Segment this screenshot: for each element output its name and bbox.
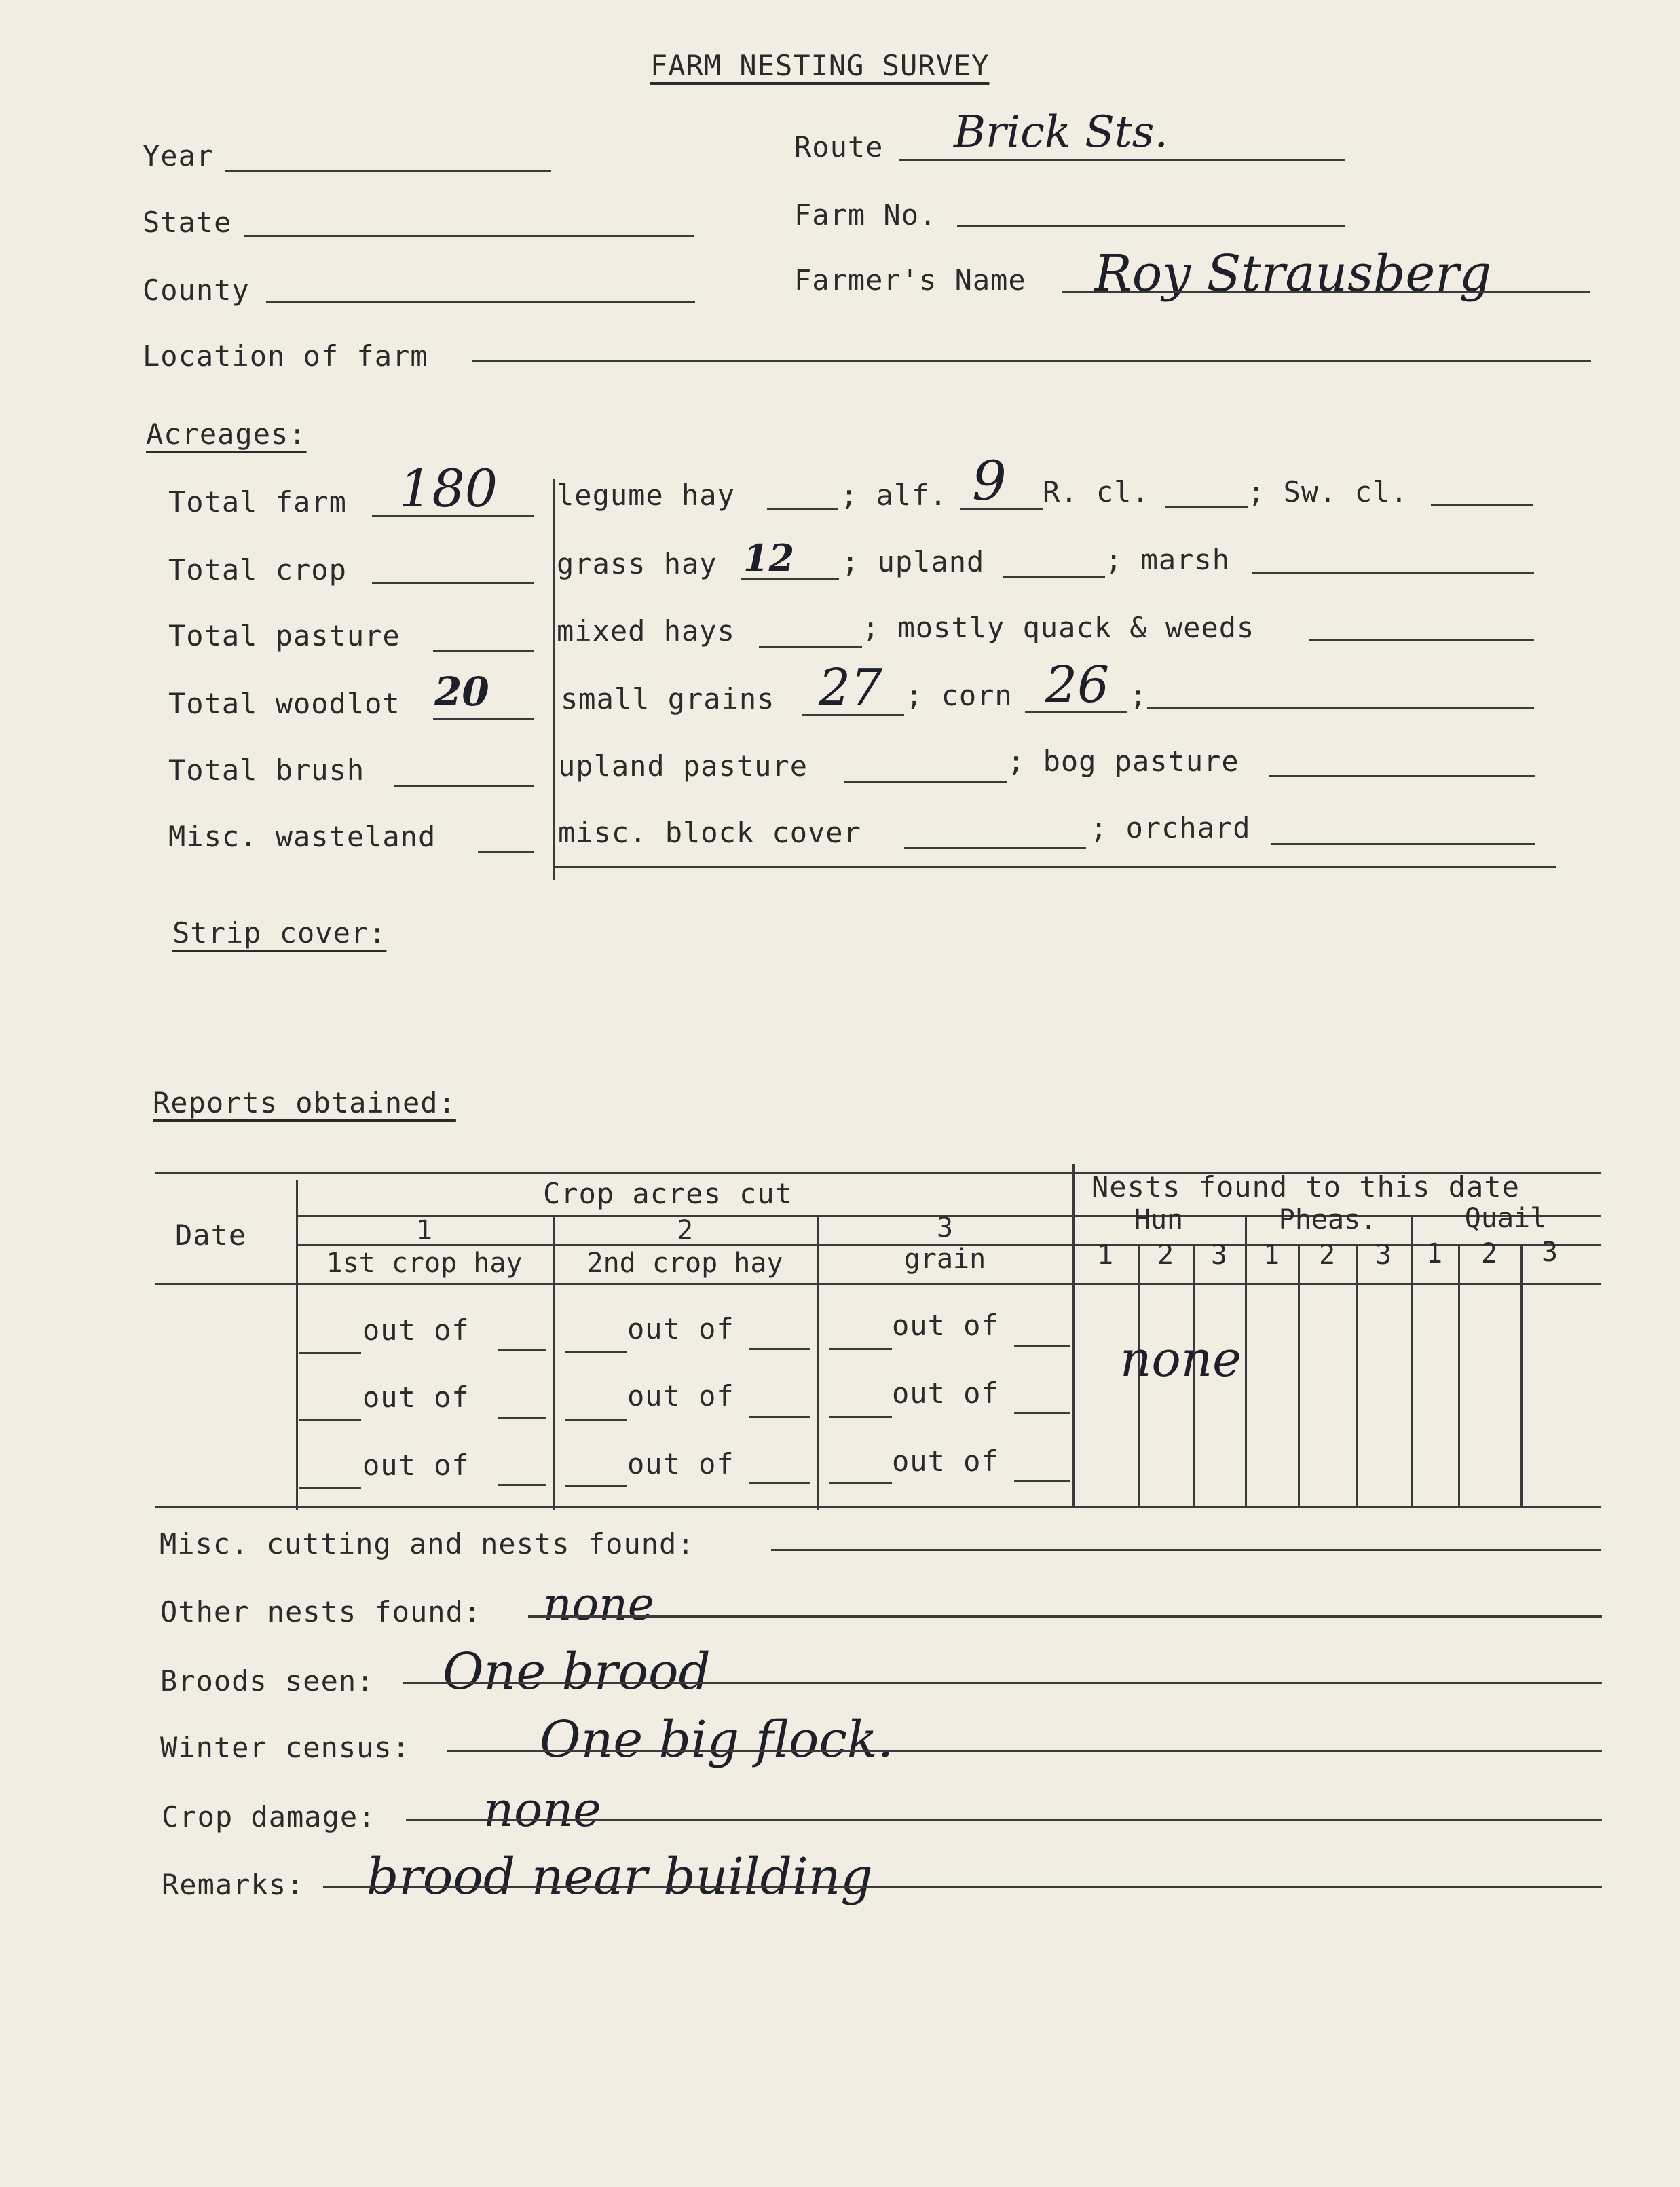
table-vline-n9 bbox=[1520, 1244, 1523, 1506]
hun-1: 1 bbox=[1096, 1239, 1114, 1271]
col2-name: 2nd crop hay bbox=[586, 1248, 783, 1279]
row2-col2-cut[interactable] bbox=[565, 1419, 627, 1421]
bog-pasture-field[interactable] bbox=[1269, 775, 1535, 777]
misc-block-field[interactable] bbox=[904, 847, 1086, 849]
total-farm-label: Total farm bbox=[168, 485, 347, 519]
row2-col2-total[interactable] bbox=[749, 1416, 810, 1418]
strip-cover-label: Strip cover: bbox=[172, 916, 387, 950]
row3-col3-outof: out of bbox=[892, 1444, 999, 1478]
row2-col3-outof: out of bbox=[892, 1377, 999, 1410]
row3-col2-total[interactable] bbox=[749, 1482, 810, 1484]
quack-label: ; mostly quack & weeds bbox=[862, 611, 1255, 644]
row2-col2-outof: out of bbox=[627, 1379, 734, 1413]
col3-number: 3 bbox=[936, 1212, 954, 1244]
quail-3: 3 bbox=[1541, 1237, 1558, 1268]
row3-col3-total[interactable] bbox=[1014, 1480, 1070, 1482]
upland-field[interactable] bbox=[1003, 576, 1105, 578]
sw-cl-label: ; Sw. cl. bbox=[1248, 475, 1408, 508]
table-vline-n5 bbox=[1298, 1244, 1300, 1506]
orchard-field[interactable] bbox=[1271, 843, 1535, 845]
quail-header: Quail bbox=[1464, 1203, 1547, 1234]
corn-extra-field[interactable] bbox=[1147, 707, 1534, 709]
county-field[interactable] bbox=[266, 301, 695, 303]
row2-col1-outof: out of bbox=[362, 1381, 470, 1414]
col3-name: grain bbox=[903, 1244, 986, 1275]
upland-label: ; upland bbox=[842, 545, 985, 578]
nests-value: none bbox=[1120, 1330, 1242, 1387]
total-brush-label: Total brush bbox=[168, 753, 365, 787]
state-field[interactable] bbox=[244, 235, 694, 237]
row2-col1-total[interactable] bbox=[498, 1417, 546, 1419]
row1-col2-outof: out of bbox=[627, 1312, 734, 1345]
r-cl-label: R. cl. bbox=[1043, 475, 1150, 508]
row2-col3-total[interactable] bbox=[1014, 1412, 1070, 1414]
col2-number: 2 bbox=[676, 1215, 694, 1246]
row3-col2-outof: out of bbox=[627, 1447, 734, 1480]
legume-hay-label: legume hay bbox=[557, 479, 735, 512]
acreage-bottom-rule bbox=[553, 866, 1556, 868]
hun-2: 2 bbox=[1157, 1239, 1174, 1271]
total-crop-label: Total crop bbox=[168, 553, 347, 586]
sw-cl-field[interactable] bbox=[1431, 504, 1533, 506]
row1-col1-outof: out of bbox=[362, 1313, 470, 1347]
mixed-hays-field[interactable] bbox=[759, 646, 862, 648]
hun-3: 3 bbox=[1210, 1239, 1228, 1271]
row1-col1-cut[interactable] bbox=[299, 1352, 361, 1354]
quack-field[interactable] bbox=[1309, 639, 1534, 641]
col1-number: 1 bbox=[415, 1215, 433, 1246]
total-woodlot-value: 20 bbox=[434, 669, 489, 715]
corn-value: 26 bbox=[1045, 656, 1110, 714]
row3-col1-outof: out of bbox=[362, 1448, 470, 1482]
row3-col3-cut[interactable] bbox=[829, 1482, 892, 1484]
misc-block-label: misc. block cover bbox=[558, 816, 861, 849]
upland-pasture-label: upland pasture bbox=[558, 749, 808, 783]
marsh-label: ; marsh bbox=[1105, 543, 1231, 576]
other-nests-value: none bbox=[543, 1578, 654, 1630]
farmers-name-label: Farmer's Name bbox=[794, 263, 1026, 297]
other-nests-field[interactable] bbox=[528, 1615, 1602, 1618]
location-field[interactable] bbox=[472, 360, 1591, 362]
pheas-1: 1 bbox=[1263, 1239, 1280, 1271]
row1-col1-total[interactable] bbox=[498, 1349, 546, 1351]
broods-field[interactable] bbox=[403, 1682, 1602, 1684]
date-header: Date bbox=[175, 1218, 247, 1252]
pheas-3: 3 bbox=[1375, 1239, 1392, 1271]
legume-hay-field[interactable] bbox=[767, 508, 838, 510]
crop-damage-value: none bbox=[483, 1782, 601, 1837]
row1-col2-cut[interactable] bbox=[565, 1351, 627, 1353]
col1-name: 1st crop hay bbox=[326, 1248, 523, 1279]
alf-field[interactable] bbox=[960, 508, 1043, 510]
row3-col1-total[interactable] bbox=[498, 1484, 546, 1486]
total-farm-value: 180 bbox=[399, 458, 498, 519]
table-vline-n8 bbox=[1458, 1244, 1460, 1506]
corn-label: ; corn bbox=[906, 679, 1013, 712]
total-brush-field[interactable] bbox=[394, 785, 534, 787]
other-nests-label: Other nests found: bbox=[160, 1595, 482, 1628]
total-pasture-label: Total pasture bbox=[168, 619, 400, 652]
year-label: Year bbox=[143, 139, 214, 172]
alf-value: 9 bbox=[972, 449, 1007, 512]
farm-no-field[interactable] bbox=[957, 225, 1345, 227]
corn-field[interactable] bbox=[1025, 711, 1127, 713]
broods-label: Broods seen: bbox=[160, 1664, 375, 1698]
table-bottom-rule bbox=[155, 1506, 1601, 1508]
pheas-2: 2 bbox=[1318, 1239, 1336, 1271]
location-label: Location of farm bbox=[143, 339, 428, 373]
r-cl-field[interactable] bbox=[1165, 506, 1248, 508]
farmers-name-value: Roy Strausberg bbox=[1094, 244, 1492, 303]
year-field[interactable] bbox=[225, 170, 551, 172]
route-value: Brick Sts. bbox=[954, 107, 1168, 157]
small-grains-value: 27 bbox=[819, 658, 883, 717]
crop-damage-label: Crop damage: bbox=[162, 1800, 376, 1833]
acreage-divider bbox=[553, 479, 555, 880]
county-label: County bbox=[143, 274, 250, 307]
farmers-name-field[interactable] bbox=[1062, 291, 1590, 293]
table-header-bottom-rule bbox=[155, 1283, 1601, 1285]
total-farm-field[interactable] bbox=[372, 515, 534, 517]
alf-label: ; alf. bbox=[840, 479, 948, 512]
route-label: Route bbox=[794, 130, 884, 164]
marsh-field[interactable] bbox=[1252, 572, 1534, 574]
row2-col3-cut[interactable] bbox=[829, 1416, 892, 1418]
misc-cutting-field[interactable] bbox=[771, 1549, 1601, 1551]
crop-acres-header: Crop acres cut bbox=[543, 1177, 794, 1210]
table-vline-n6 bbox=[1356, 1244, 1358, 1506]
misc-wasteland-label: Misc. wasteland bbox=[168, 820, 436, 853]
small-grains-label: small grains bbox=[561, 682, 775, 715]
misc-wasteland-field[interactable] bbox=[478, 851, 534, 853]
remarks-label: Remarks: bbox=[162, 1868, 305, 1901]
orchard-label: ; orchard bbox=[1090, 811, 1251, 844]
small-grains-field[interactable] bbox=[802, 714, 904, 716]
corn-sep: ; bbox=[1130, 679, 1148, 712]
broods-value: One brood bbox=[443, 1643, 711, 1701]
row3-col2-cut[interactable] bbox=[565, 1485, 627, 1487]
quail-1: 1 bbox=[1425, 1238, 1443, 1269]
winter-census-label: Winter census: bbox=[160, 1731, 411, 1764]
mixed-hays-label: mixed hays bbox=[557, 614, 735, 648]
row2-col1-cut[interactable] bbox=[299, 1419, 361, 1421]
remarks-value: brood near building bbox=[367, 1848, 873, 1906]
winter-census-value: One big flock. bbox=[540, 1711, 894, 1769]
misc-cutting-label: Misc. cutting and nests found: bbox=[160, 1527, 695, 1560]
total-pasture-field[interactable] bbox=[433, 650, 534, 652]
route-field[interactable] bbox=[899, 159, 1345, 161]
row1-col3-cut[interactable] bbox=[829, 1348, 892, 1350]
winter-census-field[interactable] bbox=[447, 1750, 1602, 1752]
grass-hay-field[interactable] bbox=[741, 578, 839, 580]
reports-heading: Reports obtained: bbox=[153, 1086, 456, 1119]
hun-header: Hun bbox=[1134, 1204, 1184, 1235]
grass-hay-value: 12 bbox=[743, 536, 795, 580]
quail-2: 2 bbox=[1480, 1238, 1498, 1269]
nests-header: Nests found to this date bbox=[1091, 1170, 1520, 1203]
pheas-header: Pheas. bbox=[1278, 1204, 1377, 1235]
crop-damage-field[interactable] bbox=[406, 1819, 1602, 1821]
row1-col3-total[interactable] bbox=[1014, 1345, 1070, 1347]
total-woodlot-label: Total woodlot bbox=[168, 687, 400, 720]
form-title: FARM NESTING SURVEY bbox=[650, 49, 990, 82]
state-label: State bbox=[143, 206, 232, 239]
row1-col2-total[interactable] bbox=[749, 1348, 810, 1350]
total-crop-field[interactable] bbox=[372, 582, 534, 584]
grass-hay-label: grass hay bbox=[557, 547, 717, 580]
row1-col3-outof: out of bbox=[892, 1309, 999, 1342]
bog-pasture-label: ; bog pasture bbox=[1007, 745, 1239, 778]
upland-pasture-field[interactable] bbox=[844, 781, 1007, 783]
total-woodlot-field[interactable] bbox=[433, 718, 534, 720]
farm-no-label: Farm No. bbox=[794, 198, 937, 231]
row3-col1-cut[interactable] bbox=[299, 1487, 361, 1489]
acreages-heading: Acreages: bbox=[146, 417, 307, 451]
remarks-field[interactable] bbox=[323, 1886, 1602, 1888]
